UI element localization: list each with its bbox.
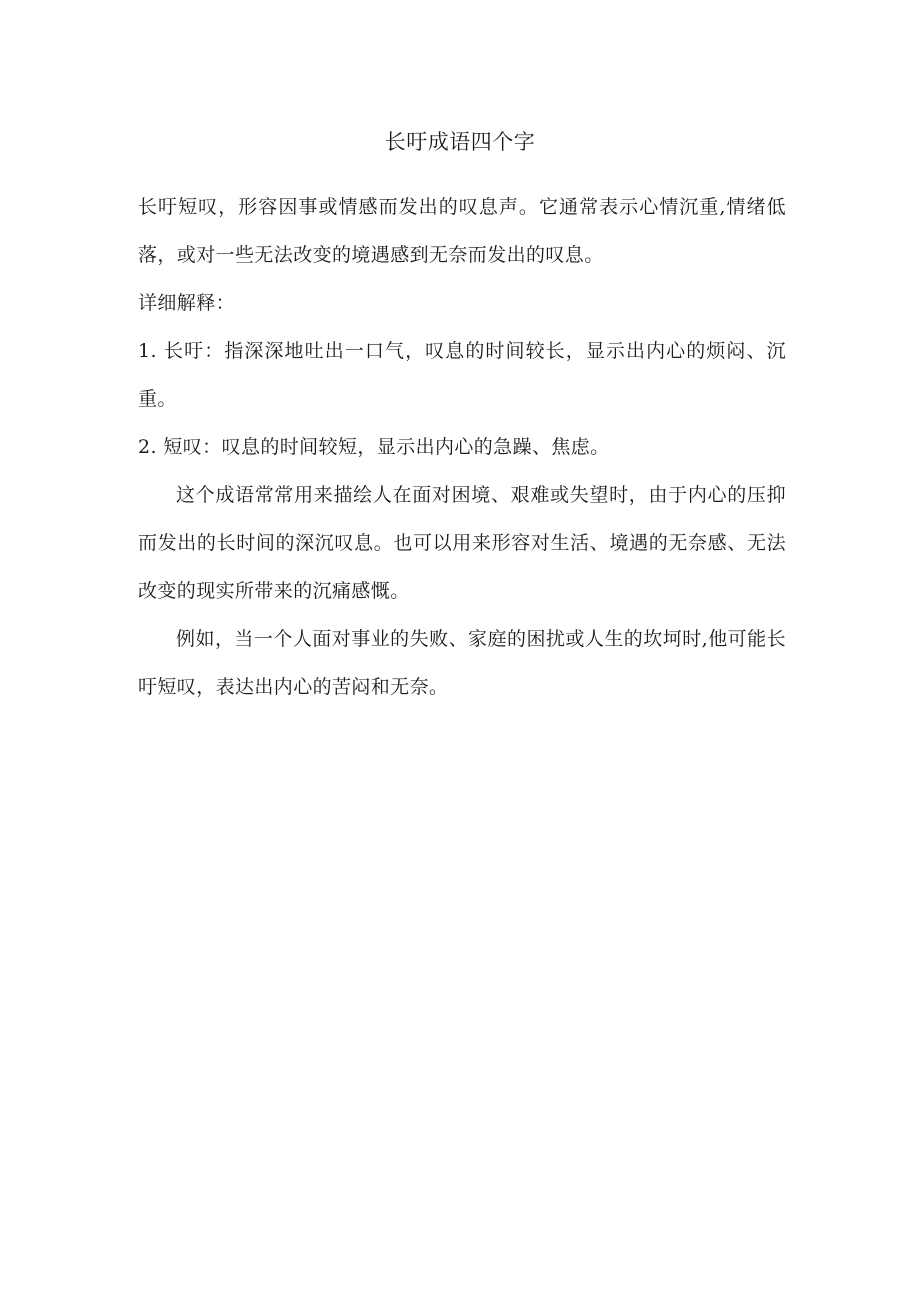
document-title: 长吁成语四个字 — [384, 130, 536, 154]
details-heading: 详细解释： — [138, 292, 236, 314]
intro-paragraph: 长吁短叹，形容因事或情感而发出的叹息声。它通常表示心情沉重,情绪低落，或对一些无法改变的境遇感到无奈而发出的叹息。 — [138, 196, 786, 266]
document-body — [138, 183, 786, 711]
example-paragraph: 例如，当一个人面对事业的失败、家庭的困扰或人生的坎坷时,他可能长吁短叹，表达出内心的苦闷和无奈。 — [138, 628, 786, 698]
list-item: 2. 短叹：叹息的时间较短，显示出内心的急躁、焦虑。 — [138, 436, 610, 458]
list-item: 1. 长吁：指深深地吐出一口气，叹息的时间较长，显示出内心的烦闷、沉重。 — [138, 340, 786, 410]
usage-paragraph: 这个成语常常用来描绘人在面对困境、艰难或失望时，由于内心的压抑而发出的长时间的深沉叹息。也可以用来形容对生活、境遇的无奈感、无法改变的现实所带来的沉痛感慨。 — [138, 484, 786, 602]
